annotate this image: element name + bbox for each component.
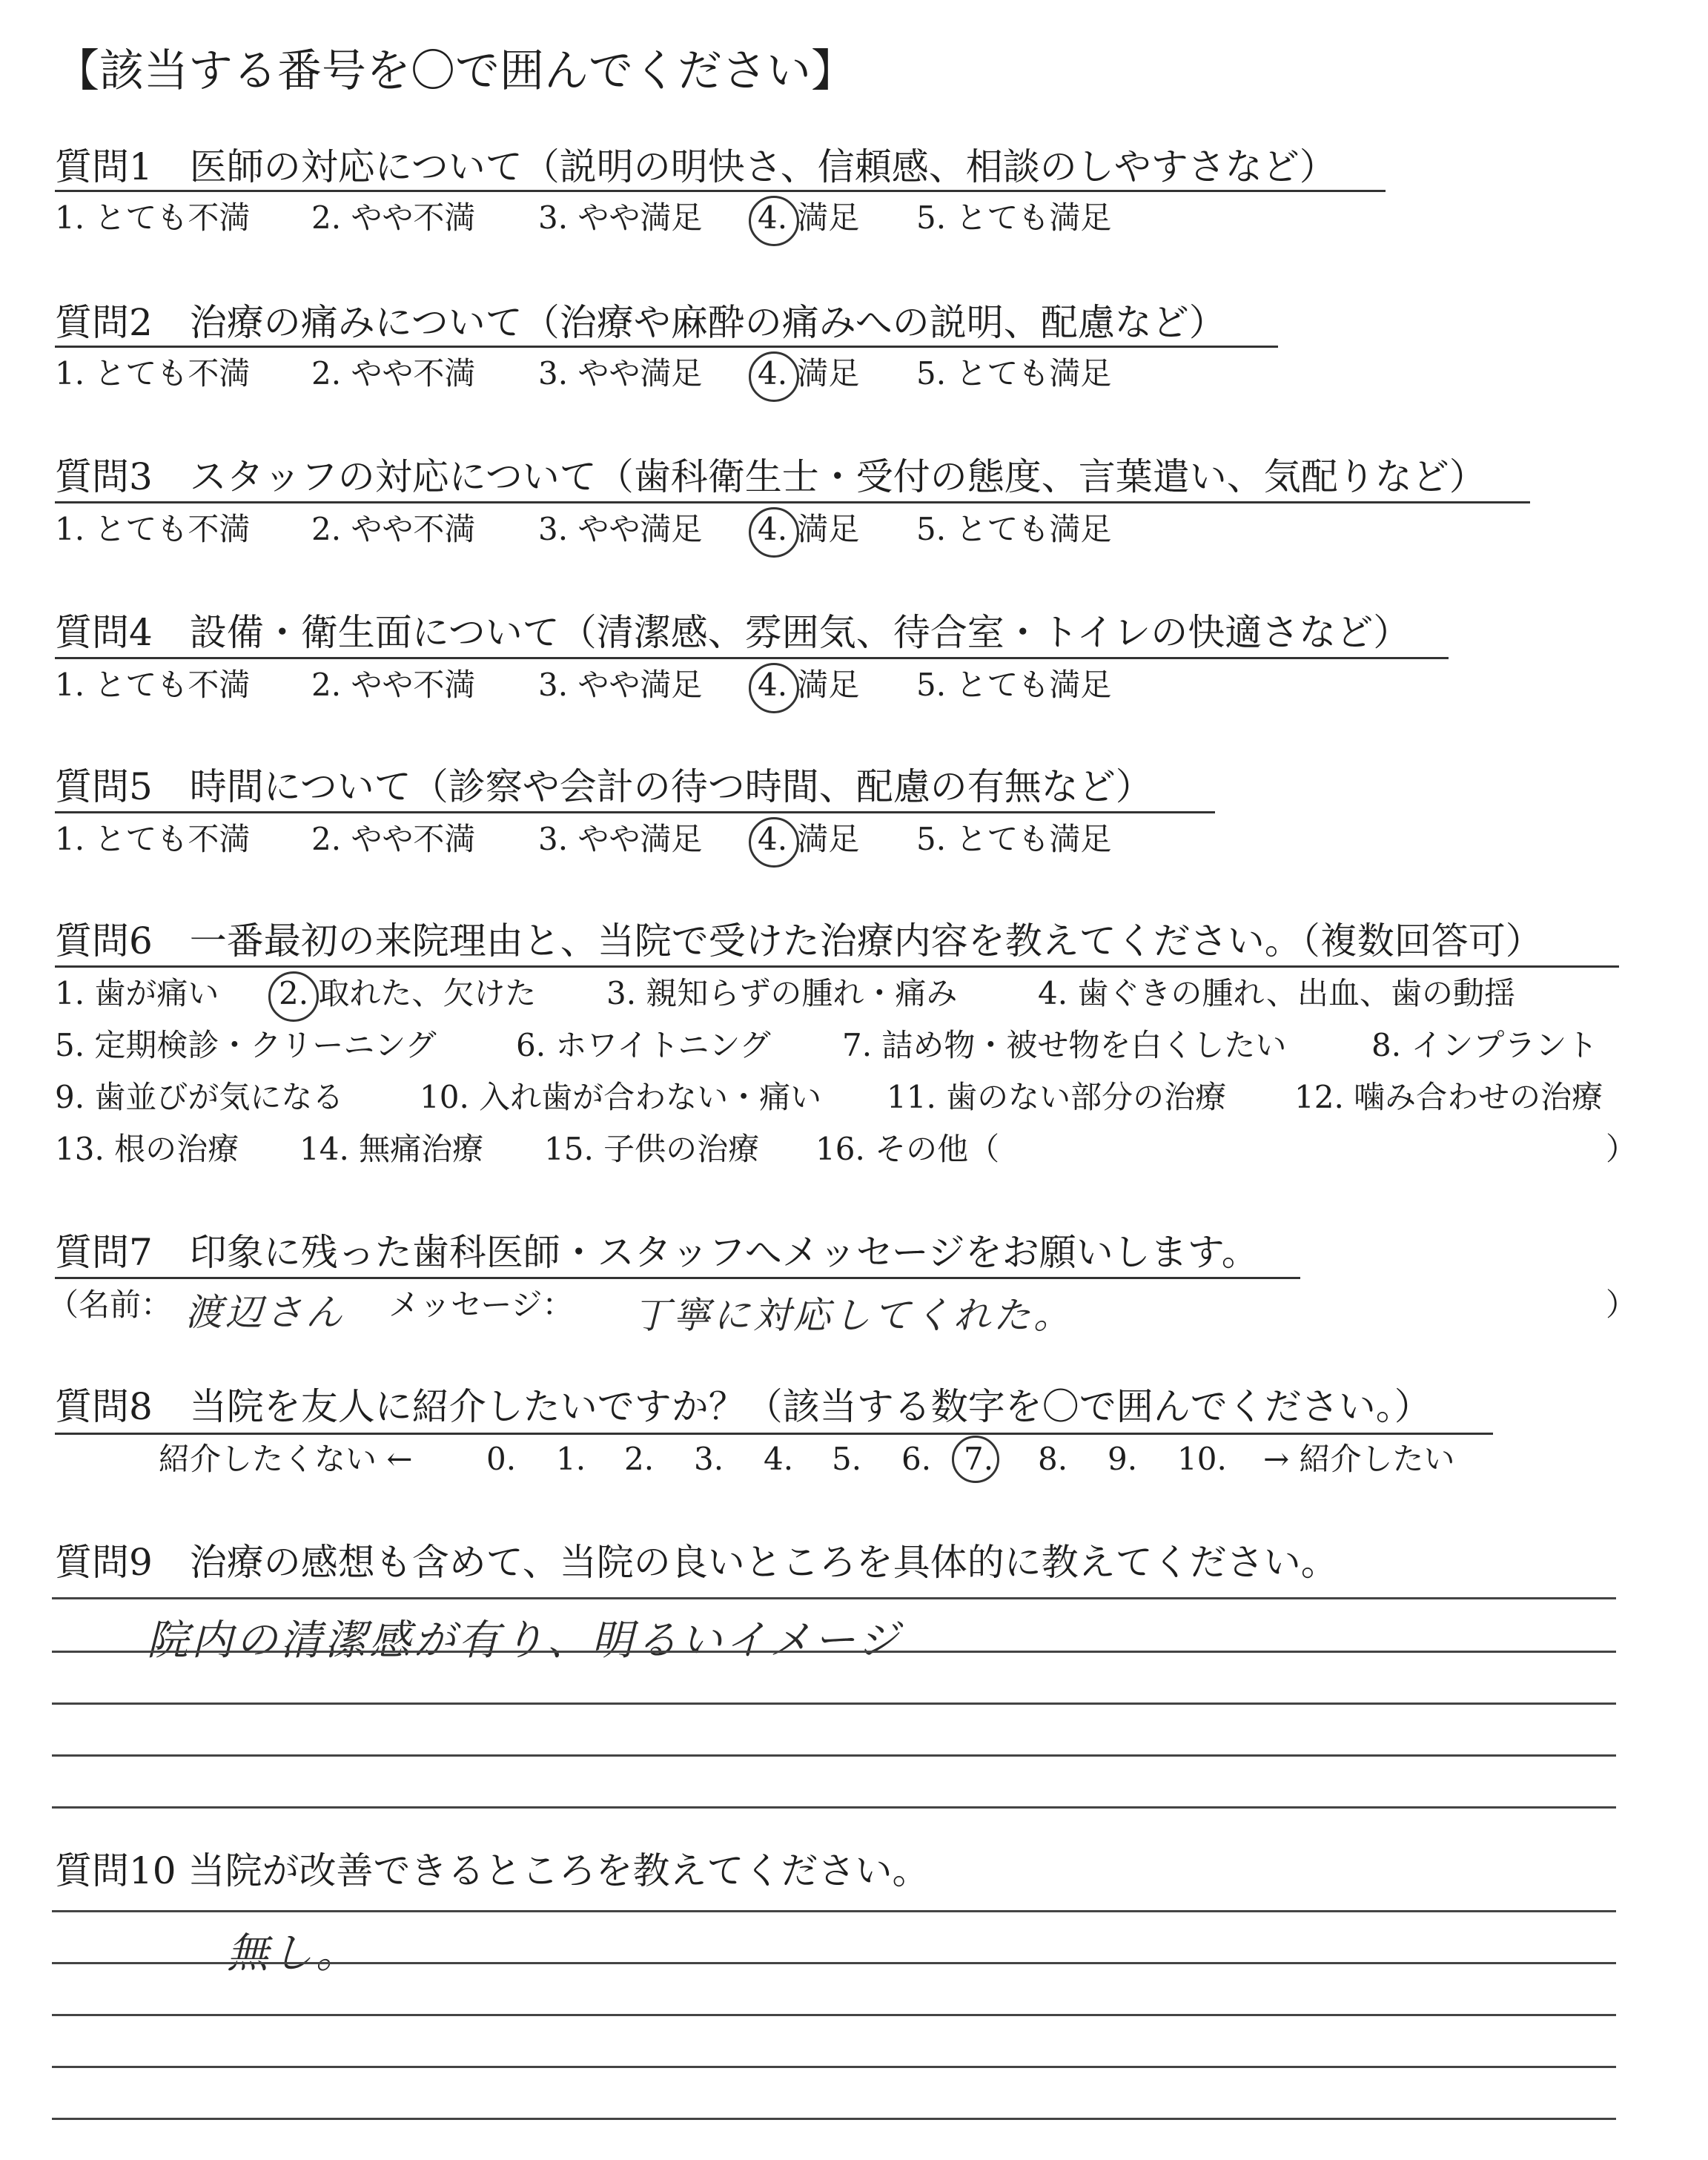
q4-underline [55,657,1449,659]
q6-option-5[interactable]: 5. 定期検診・クリーニング [55,1027,437,1063]
q9-answer-line-2 [52,1651,1616,1653]
q4-selection-circle [749,663,799,713]
q6-option-12[interactable]: 12. 噛み合わせの治療 [1294,1079,1603,1115]
q1-option-4[interactable]: 4. 満足 [758,199,860,236]
q9-answer-line-3 [52,1702,1616,1705]
q9-answer-line-4 [52,1754,1616,1757]
q1-underline [55,190,1386,192]
q8-option-6[interactable]: 6. [901,1441,932,1477]
q1-option-1[interactable]: 1. とても不満 [55,199,251,236]
q6-option-6[interactable]: 6. ホワイトニング [516,1027,771,1063]
q6-option-15[interactable]: 15. 子供の治療 [544,1131,760,1167]
q2-underline [55,346,1278,348]
q3-option-4[interactable]: 4. 満足 [758,511,860,547]
q2-option-4[interactable]: 4. 満足 [758,355,860,392]
q8-right-label: → 紹介したい [1263,1441,1455,1477]
q10-answer-line-4 [52,2066,1616,2068]
q8-option-4[interactable]: 4. [764,1441,794,1477]
q8-option-10[interactable]: 10. [1177,1441,1227,1477]
q8-option-0[interactable]: 0. [486,1441,517,1477]
q6-option-8[interactable]: 8. インプラント [1371,1027,1598,1063]
q8-option-9[interactable]: 9. [1108,1441,1138,1477]
q6-option-9[interactable]: 9. 歯並びが気になる [55,1079,344,1115]
q6-underline [55,965,1619,968]
q3-title: 質問3 スタッフの対応について（歯科衛生士・受付の態度、言葉遣い、気配りなど） [55,455,1486,498]
q9-answer-handwritten[interactable]: 院内の清潔感が有り、明るいイメージ [147,1616,902,1665]
q2-option-3[interactable]: 3. やや満足 [538,355,703,392]
q5-option-5[interactable]: 5. とても満足 [916,821,1112,857]
q4-option-1[interactable]: 1. とても不満 [55,667,251,703]
q6-selection-circle [268,971,319,1022]
q6-option-1[interactable]: 1. 歯が痛い [55,975,219,1011]
q1-title: 質問1 医師の対応について（説明の明快さ、信頼感、相談のしやすさなど） [55,145,1337,188]
q7-close-paren: ） [1606,1287,1638,1323]
q4-title: 質問4 設備・衛生面について（清潔感、雰囲気、待合室・トイレの快適さなど） [55,611,1411,654]
q10-answer-line-1 [52,1910,1616,1912]
q6-option-16[interactable]: 16. その他（ [815,1131,1000,1167]
q6-row-1 [0,974,1708,1013]
q7-underline [55,1277,1300,1279]
q1-option-5[interactable]: 5. とても満足 [916,199,1112,236]
q3-option-2[interactable]: 2. やや不満 [311,511,476,547]
q1-options [0,199,1708,237]
q8-underline [55,1433,1493,1435]
q4-option-4[interactable]: 4. 満足 [758,667,860,703]
q8-option-8[interactable]: 8. [1038,1441,1068,1477]
q5-option-1[interactable]: 1. とても不満 [55,821,251,857]
q10-answer-line-2 [52,1962,1616,1964]
q4-options [0,666,1708,704]
q8-option-5[interactable]: 5. [832,1441,862,1477]
q1-option-2[interactable]: 2. やや不満 [311,199,476,236]
q8-option-2[interactable]: 2. [624,1441,655,1477]
q3-selection-circle [749,507,799,558]
q10-answer-line-3 [52,2014,1616,2016]
q6-row-3 [0,1078,1708,1117]
q6-title: 質問6 一番最初の来院理由と、当院で受けた治療内容を教えてください。（複数回答可） [55,919,1543,962]
q6-option-3[interactable]: 3. 親知らずの腫れ・痛み [606,975,958,1011]
q5-underline [55,811,1215,813]
q10-title: 質問10 当院が改善できるところを教えてください。 [55,1849,930,1892]
q6-option-14[interactable]: 14. 無痛治療 [299,1131,484,1167]
q3-options [0,510,1708,549]
form-header: 【該当する番号を〇で囲んでください】 [55,45,855,97]
q7-title: 質問7 印象に残った歯科医師・スタッフへメッセージをお願いします。 [55,1231,1259,1274]
q6-other-close-paren: ） [1606,1131,1638,1167]
q8-option-1[interactable]: 1. [556,1441,586,1477]
q6-option-10[interactable]: 10. 入れ歯が合わない・痛い [420,1079,822,1115]
q7-message-handwritten[interactable]: 丁寧に対応してくれた。 [633,1294,1073,1337]
q10-answer-handwritten[interactable]: 無し。 [227,1929,360,1978]
q6-option-11[interactable]: 11. 歯のない部分の治療 [887,1079,1227,1115]
q6-option-4[interactable]: 4. 歯ぐきの腫れ、出血、歯の動揺 [1038,975,1515,1011]
q8-option-7[interactable]: 7. [964,1441,994,1477]
q6-row-4 [0,1130,1708,1169]
q6-option-2[interactable]: 2. 取れた、欠けた [279,975,537,1011]
q9-answer-line-5 [52,1806,1616,1809]
q5-title: 質問5 時間について（診察や会計の待つ時間、配慮の有無など） [55,765,1153,808]
q10-answer-line-5 [52,2118,1616,2120]
q9-answer-line-1 [52,1597,1616,1599]
q7-message-label: メッセージ： [388,1287,574,1323]
q3-underline [55,501,1530,503]
q9-title: 質問9 治療の感想も含めて、当院の良いところを具体的に教えてください。 [55,1541,1338,1584]
q6-option-13[interactable]: 13. 根の治療 [55,1131,239,1167]
q2-title: 質問2 治療の痛みについて（治療や麻酔の痛みへの説明、配慮など） [55,301,1226,344]
q2-selection-circle [749,351,799,402]
q8-scale [0,1440,1708,1479]
q4-option-3[interactable]: 3. やや満足 [538,667,703,703]
q1-selection-circle [749,196,799,246]
q6-row-2 [0,1026,1708,1065]
q8-title: 質問8 当院を友人に紹介したいですか？（該当する数字を〇で囲んでください。） [55,1385,1431,1428]
q5-option-2[interactable]: 2. やや不満 [311,821,476,857]
q7-name-handwritten[interactable]: 渡辺さん [185,1291,345,1334]
q3-option-1[interactable]: 1. とても不満 [55,511,251,547]
q3-option-3[interactable]: 3. やや満足 [538,511,703,547]
q5-option-4[interactable]: 4. 満足 [758,821,860,857]
q4-option-2[interactable]: 2. やや不満 [311,667,476,703]
q3-option-5[interactable]: 5. とても満足 [916,511,1112,547]
q2-option-1[interactable]: 1. とても不満 [55,355,251,392]
q2-option-2[interactable]: 2. やや不満 [311,355,476,392]
q1-option-3[interactable]: 3. やや満足 [538,199,703,236]
q2-option-5[interactable]: 5. とても満足 [916,355,1112,392]
q8-selection-circle [952,1436,999,1483]
q8-option-3[interactable]: 3. [694,1441,724,1477]
q6-option-7[interactable]: 7. 詰め物・被せ物を白くしたい [842,1027,1287,1063]
q8-left-label: 紹介したくない ← [159,1441,413,1477]
q7-name-label: （名前： [47,1287,173,1323]
q4-option-5[interactable]: 5. とても満足 [916,667,1112,703]
q5-option-3[interactable]: 3. やや満足 [538,821,703,857]
q5-selection-circle [749,817,799,868]
q2-options [0,354,1708,393]
q5-options [0,820,1708,859]
